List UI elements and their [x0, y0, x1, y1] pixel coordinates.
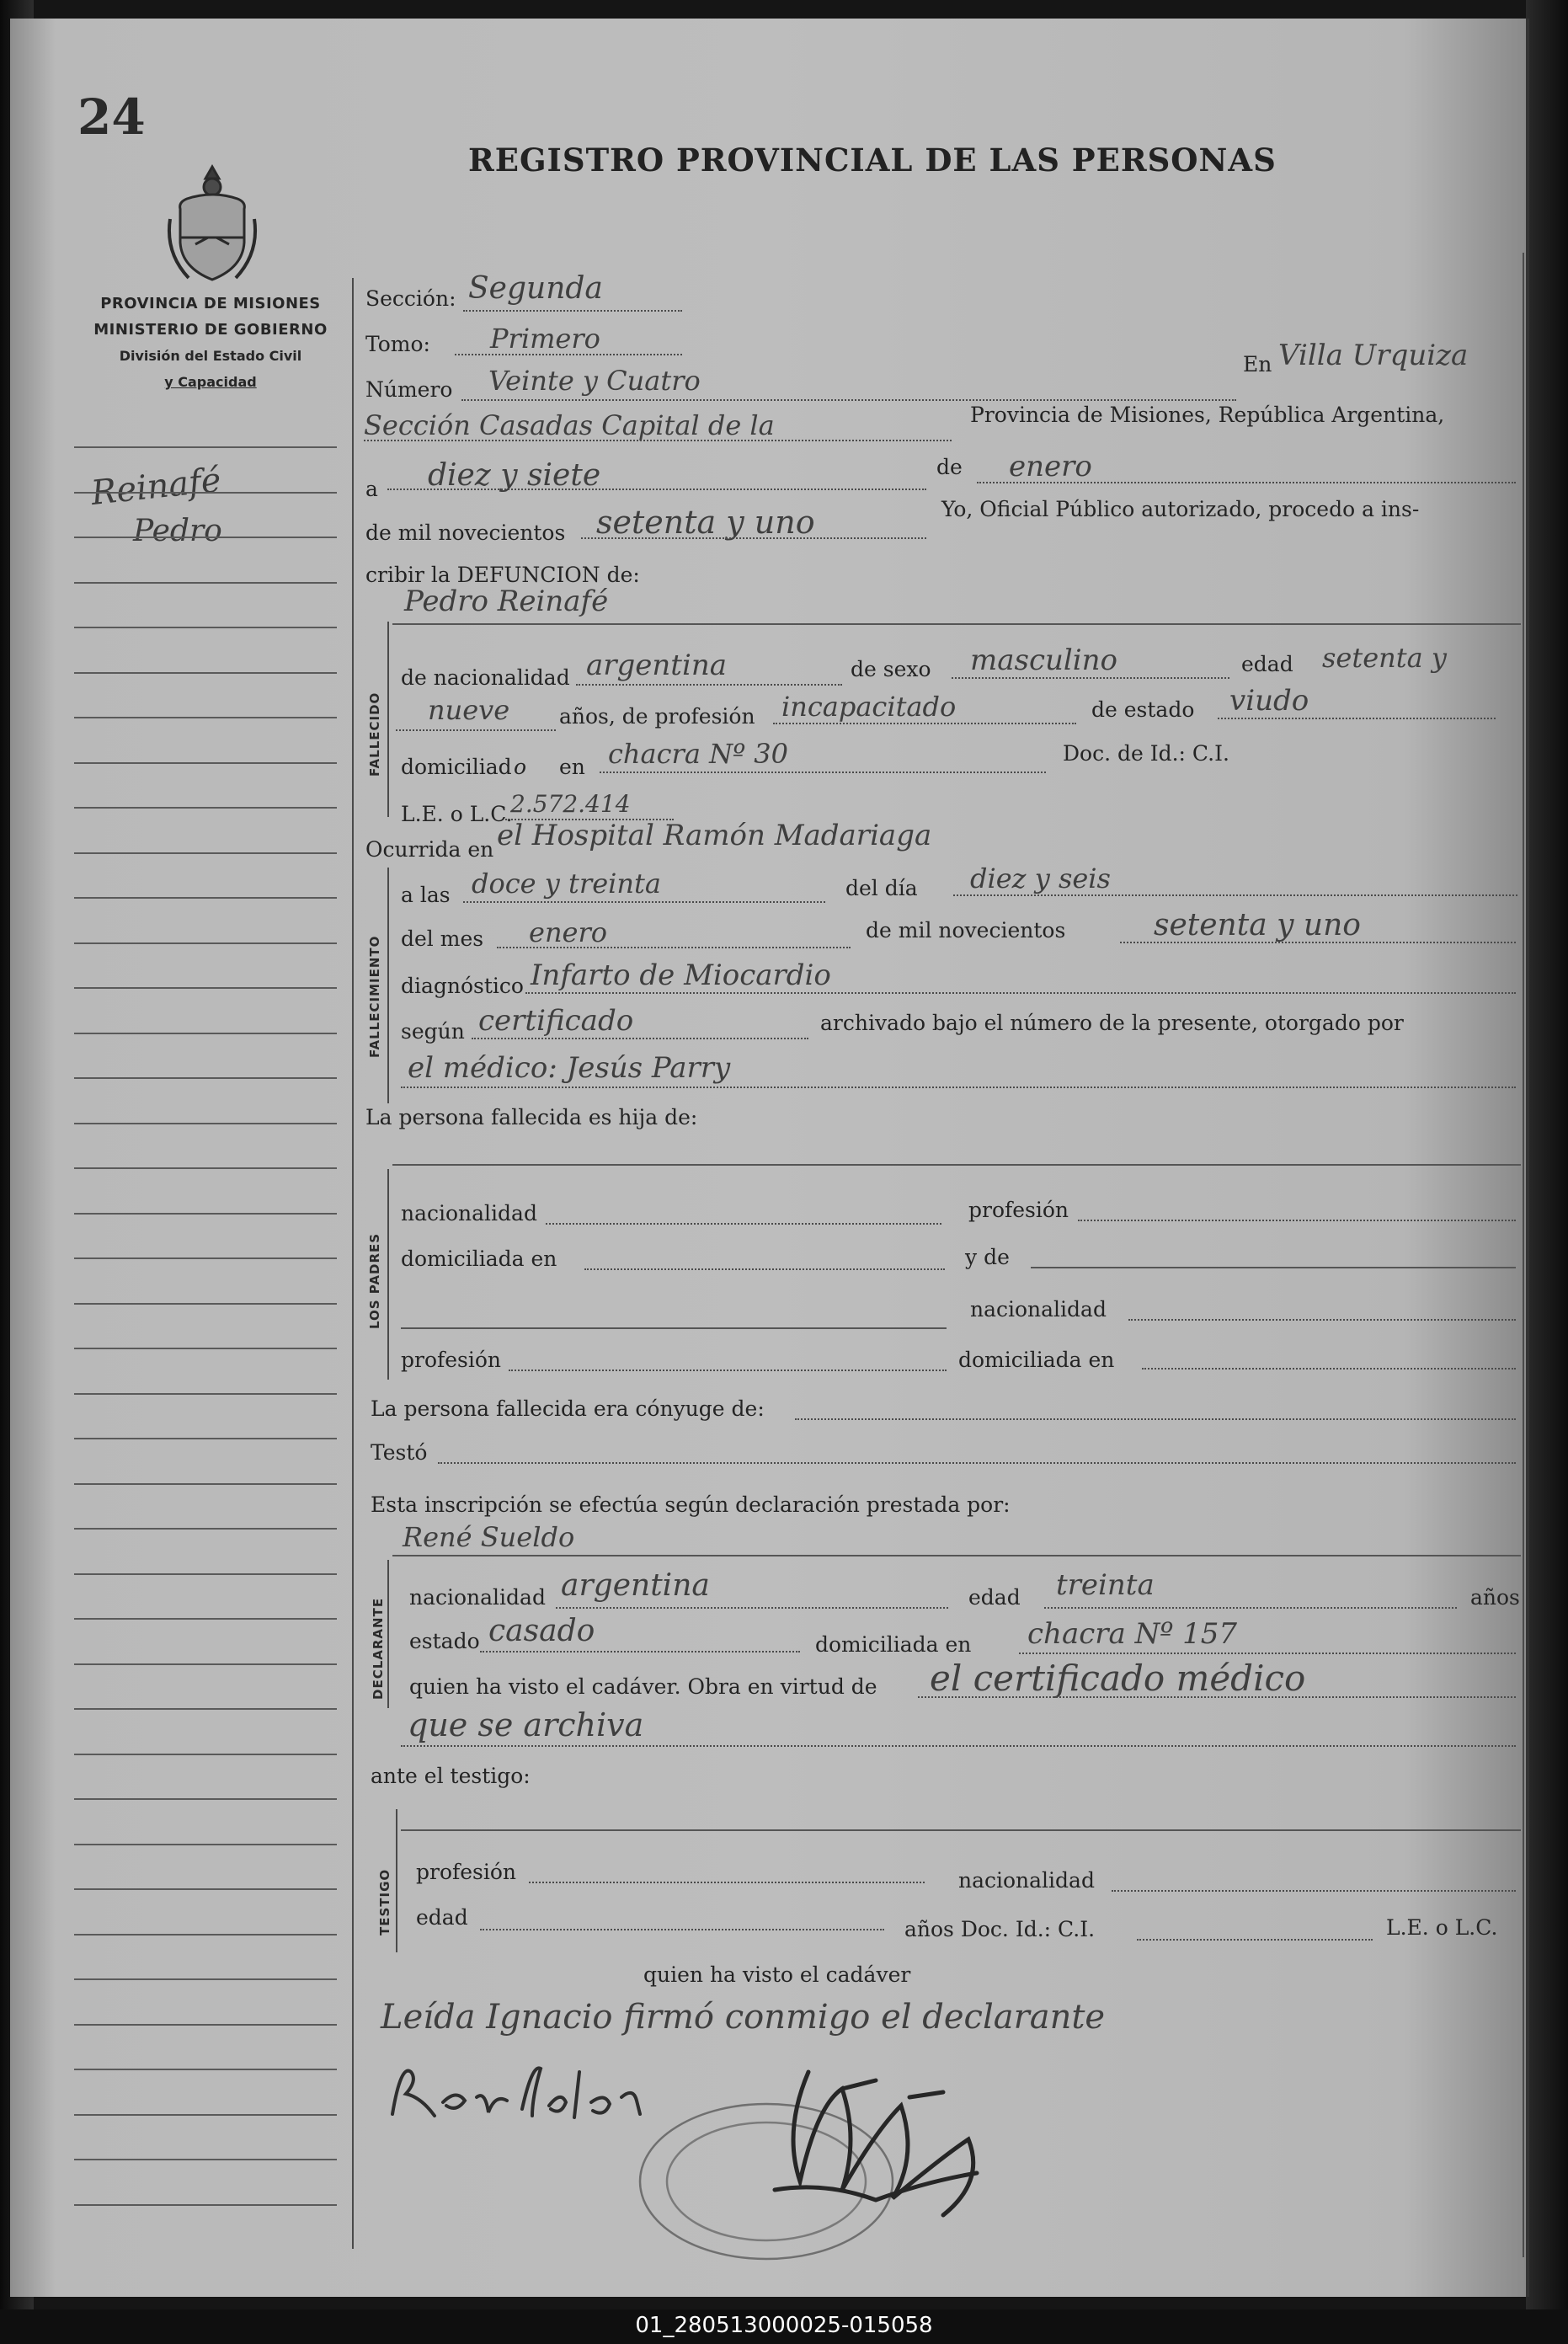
- fallecido-sexo-label: de sexo: [851, 657, 931, 681]
- declarante-name-line: [392, 1555, 1521, 1556]
- testigo-nacionalidad-line: [1112, 1890, 1516, 1892]
- book-edge: [1526, 0, 1568, 2344]
- office-division: División del Estado Civil: [119, 348, 302, 364]
- form-left-rule: [352, 278, 354, 2249]
- margin-ruled-line: [74, 762, 337, 764]
- margin-ruled-line: [74, 807, 337, 809]
- margin-ruled-line: [74, 492, 337, 494]
- conyuge-line: [795, 1418, 1516, 1420]
- margin-ruled-line: [74, 1393, 337, 1395]
- segun-line: [472, 1038, 808, 1039]
- diagnostico-line: [525, 992, 1516, 994]
- numero-value: Veinte y Cuatro: [488, 365, 701, 397]
- margin-ruled-line: [74, 2069, 337, 2070]
- alas-value: doce y treinta: [472, 868, 661, 900]
- margin-ruled-line: [74, 1303, 337, 1305]
- testigo-le-label: L.E. o L.C.: [1386, 1915, 1498, 1940]
- declarante-obra-line: [918, 1696, 1516, 1698]
- fallecimiento-section-label: FALLECIMIENTO: [367, 935, 382, 1058]
- testigo-edad-line: [480, 1929, 884, 1930]
- padres-profesion2-line: [509, 1370, 947, 1371]
- margin-ruled-line: [74, 1708, 337, 1710]
- padres-rule: [387, 1169, 389, 1380]
- margin-ruled-line: [74, 1077, 337, 1079]
- margin-ruled-line: [74, 1934, 337, 1936]
- margin-ruled-line: [74, 1618, 337, 1620]
- office-ministry: MINISTERIO DE GOBIERNO: [93, 321, 328, 339]
- declarante-nacionalidad-value: argentina: [561, 1568, 710, 1603]
- declarante-obra-value-2: que se archiva: [408, 1706, 644, 1743]
- testo-label: Testó: [371, 1440, 428, 1465]
- fallecido-profesion-label: años, de profesión: [559, 704, 755, 729]
- mes-line: [497, 947, 851, 948]
- numero-label: Número: [365, 377, 453, 402]
- padres-intro: La persona fallecida es hija de:: [365, 1105, 698, 1129]
- tomo-label: Tomo:: [365, 332, 430, 356]
- declarante-obra-line-2: [401, 1745, 1516, 1747]
- declarante-section-label: DECLARANTE: [371, 1597, 386, 1700]
- declarante-intro: Esta inscripción se efectúa según declaración prestada por:: [371, 1492, 1011, 1517]
- declarante-domiciliada-label: domiciliada en: [815, 1632, 972, 1657]
- office-capacity: y Capacidad: [164, 374, 257, 390]
- milnov-value: setenta y uno: [1154, 908, 1361, 942]
- margin-ruled-line: [74, 1754, 337, 1755]
- milnov-label: de mil novecientos: [866, 918, 1066, 942]
- fallecido-estado-value: viudo: [1229, 684, 1309, 718]
- fallecido-nacionalidad-label: de nacionalidad: [401, 665, 570, 690]
- segun-value: certificado: [478, 1004, 634, 1038]
- dia-label: del día: [845, 876, 918, 900]
- office-province: PROVINCIA DE MISIONES: [100, 295, 321, 312]
- page-number: 24: [77, 88, 146, 146]
- fallecido-profesion-value: incapacitado: [781, 691, 957, 723]
- margin-ruled-line: [74, 2114, 337, 2116]
- fallecido-doc-label: Doc. de Id.: C.I.: [1063, 741, 1229, 766]
- testigo-profesion-label: profesión: [416, 1860, 517, 1884]
- padres-domiciliada-line: [584, 1268, 945, 1270]
- margin-ruled-line: [74, 897, 337, 899]
- seccion-value: Segunda: [468, 271, 603, 306]
- fallecido-edad-value-1: setenta y: [1322, 642, 1447, 674]
- form-right-rule: [1523, 253, 1524, 2257]
- padres-nacionalidad2-line: [1128, 1319, 1516, 1321]
- ocurrida-label: Ocurrida en: [365, 837, 494, 862]
- fallecido-estado-label: de estado: [1091, 697, 1195, 722]
- year-line: [581, 537, 926, 539]
- testigo-nacionalidad-label: nacionalidad: [958, 1868, 1095, 1893]
- margin-ruled-line: [74, 1798, 337, 1800]
- margin-ruled-line: [74, 1573, 337, 1575]
- fallecido-sexo-line: [952, 677, 1229, 679]
- dia-line: [953, 894, 1517, 896]
- declarante-domiciliada-value: chacra Nº 157: [1027, 1617, 1238, 1651]
- segun-label: según: [401, 1019, 465, 1044]
- dia-value: diez y seis: [970, 862, 1111, 894]
- fallecido-nacionalidad-value: argentina: [586, 649, 728, 682]
- padres-nacionalidad-line: [546, 1223, 941, 1225]
- testigo-anos-doc-label: años Doc. Id.: C.I.: [904, 1917, 1096, 1941]
- a-value: diez y siete: [428, 458, 601, 493]
- fallecido-section-label: FALLECIDO: [367, 691, 382, 777]
- margin-ruled-line: [74, 582, 337, 584]
- declarante-rule: [387, 1560, 389, 1708]
- padres-profesion2-label: profesión: [401, 1348, 502, 1372]
- mes-label: del mes: [401, 926, 484, 951]
- declarante-estado-value: casado: [488, 1614, 595, 1648]
- fallecido-edad-value-2: nueve: [428, 694, 510, 726]
- mes-value: enero: [529, 916, 608, 948]
- fallecido-edad-line: [396, 729, 556, 731]
- diagnostico-value: Infarto de Miocardio: [531, 958, 831, 992]
- en-value: Villa Urquiza: [1278, 339, 1469, 372]
- fallecido-sexo-value: masculino: [970, 643, 1118, 677]
- fallecido-nacionalidad-line: [576, 684, 842, 686]
- margin-ruled-line: [74, 1663, 337, 1665]
- fallecido-estado-line: [1218, 718, 1496, 719]
- de-label: de: [936, 455, 963, 479]
- oficial-text: Yo, Oficial Público autorizado, procedo a ins-: [941, 497, 1420, 521]
- margin-ruled-line: [74, 1257, 337, 1259]
- en-label: En: [1243, 352, 1272, 376]
- fallecido-name-line: [392, 623, 1521, 625]
- margin-ruled-line: [74, 2159, 337, 2160]
- page-title: REGISTRO PROVINCIAL DE LAS PERSONAS: [468, 141, 1277, 179]
- testigo-section-label: TESTIGO: [377, 1868, 392, 1936]
- padres-line-1: [392, 1164, 1521, 1166]
- image-caption: 01_280513000025-015058: [635, 2313, 933, 2338]
- alas-label: a las: [401, 883, 451, 907]
- fallecido-name: Pedro Reinafé: [404, 585, 609, 618]
- fallecido-profesion-line: [773, 723, 1076, 724]
- padres-nacionalidad2-label: nacionalidad: [970, 1297, 1107, 1322]
- margin-ruled-line: [74, 1033, 337, 1034]
- fallecido-domicilio-label: domiciliad: [401, 755, 512, 779]
- fallecido-domicilio-suffix: o: [514, 755, 527, 779]
- margin-ruled-line: [74, 672, 337, 674]
- padres-nacionalidad-label: nacionalidad: [401, 1201, 537, 1225]
- official-seal-and-signature: [589, 2055, 1027, 2266]
- margin-given-name: Pedro: [133, 514, 222, 548]
- milnov-line: [1120, 942, 1516, 943]
- margin-ruled-line: [74, 1213, 337, 1215]
- margin-ruled-line: [74, 1123, 337, 1124]
- year-label: de mil novecientos: [365, 521, 566, 545]
- de-line: [977, 482, 1516, 483]
- declarante-nacionalidad-line: [556, 1607, 948, 1609]
- issuing-office: [67, 291, 354, 395]
- de-value: enero: [1009, 450, 1092, 483]
- declarante-edad-line: [1044, 1607, 1457, 1609]
- declarante-nacionalidad-label: nacionalidad: [409, 1585, 546, 1610]
- padres-section-label: LOS PADRES: [367, 1232, 382, 1329]
- margin-ruled-line: [74, 942, 337, 944]
- padres-yde-label: y de: [965, 1245, 1010, 1269]
- provincia-text: Provincia de Misiones, República Argentina,: [970, 403, 1445, 427]
- padres-domiciliada2-line: [1142, 1368, 1516, 1370]
- coat-of-arms-icon: [162, 160, 263, 286]
- testigo-visto-text: quien ha visto el cadáver: [643, 1962, 911, 1987]
- numero-line: [461, 399, 1236, 401]
- declarante-anos-label: años: [1470, 1585, 1520, 1610]
- medico-value: el médico: Jesús Parry: [408, 1051, 731, 1085]
- fallecido-le-label: L.E. o L.C.: [401, 802, 513, 826]
- archivado-text: archivado bajo el número de la presente, otorgado por: [820, 1011, 1404, 1035]
- margin-ruled-line: [74, 1483, 337, 1485]
- padres-profesion-label: profesión: [968, 1198, 1069, 1222]
- padres-domiciliada-label: domiciliada en: [401, 1247, 557, 1271]
- fallecido-le-value: 2.572.414: [510, 790, 631, 818]
- testigo-doc-line: [1137, 1939, 1373, 1941]
- declarante-estado-label: estado: [409, 1629, 480, 1653]
- declarante-edad-label: edad: [968, 1585, 1021, 1610]
- testo-line: [438, 1462, 1516, 1464]
- declarante-domiciliada-line: [1019, 1653, 1516, 1654]
- padres-line-2: [401, 1327, 947, 1329]
- testigo-profesion-line: [529, 1882, 925, 1883]
- a-label: a: [365, 477, 378, 501]
- diagnostico-label: diagnóstico: [401, 974, 524, 998]
- place-value: Sección Casadas Capital de la: [364, 409, 775, 441]
- year-value: setenta y uno: [596, 504, 815, 541]
- declarante-visto-text: quien ha visto el cadáver. Obra en virtud de: [409, 1674, 877, 1699]
- margin-ruled-line: [74, 1438, 337, 1439]
- place-line: [364, 440, 952, 441]
- testigo-rule: [396, 1809, 397, 1952]
- margin-ruled-line: [74, 987, 337, 989]
- margin-ruled-line: [74, 1844, 337, 1845]
- padres-domiciliada2-label: domiciliada en: [958, 1348, 1115, 1372]
- fallecido-edad-label: edad: [1241, 652, 1293, 676]
- fallecimiento-rule: [387, 868, 389, 1103]
- declarante-obra-value-1: el certificado médico: [930, 1658, 1306, 1699]
- closing-note: Leída Ignacio firmó conmigo el declarante: [381, 1998, 1106, 2037]
- padres-yde-line: [1031, 1267, 1516, 1268]
- declarante-name: René Sueldo: [403, 1521, 575, 1553]
- testigo-intro: ante el testigo:: [371, 1764, 531, 1788]
- seccion-label: Sección:: [365, 286, 456, 311]
- margin-ruled-line: [74, 1348, 337, 1349]
- margin-ruled-line: [74, 537, 337, 538]
- margin-ruled-line: [74, 2024, 337, 2026]
- padres-profesion-line: [1078, 1220, 1516, 1221]
- margin-ruled-line: [74, 446, 337, 448]
- margin-ruled-line: [74, 627, 337, 628]
- fallecido-domicilio-value: chacra Nº 30: [608, 738, 789, 770]
- medico-line: [401, 1087, 1516, 1088]
- fallecido-rule: [387, 622, 389, 817]
- seccion-line: [463, 310, 682, 312]
- tomo-value: Primero: [490, 323, 600, 355]
- conyuge-label: La persona fallecida era cónyuge de:: [371, 1396, 765, 1421]
- fallecido-en-label: en: [559, 755, 585, 779]
- fallecido-domicilio-line: [600, 772, 1046, 773]
- testigo-name-line: [401, 1829, 1521, 1831]
- tomo-line: [455, 354, 682, 355]
- margin-ruled-line: [74, 1888, 337, 1890]
- margin-ruled-line: [74, 1167, 337, 1169]
- margin-ruled-line: [74, 2204, 337, 2206]
- margin-ruled-line: [74, 852, 337, 854]
- a-line: [387, 489, 926, 490]
- margin-ruled-line: [74, 717, 337, 718]
- inscribir-text: cribir la DEFUNCION de:: [365, 563, 640, 587]
- ocurrida-value: el Hospital Ramón Madariaga: [497, 819, 932, 852]
- margin-ruled-line: [74, 1528, 337, 1530]
- margin-ruled-line: [74, 1978, 337, 1980]
- testigo-edad-label: edad: [416, 1905, 468, 1930]
- margin-surname: Reinafé: [89, 461, 223, 513]
- alas-line: [463, 901, 825, 903]
- declarante-estado-line: [480, 1651, 800, 1653]
- declarante-edad-value: treinta: [1056, 1568, 1155, 1602]
